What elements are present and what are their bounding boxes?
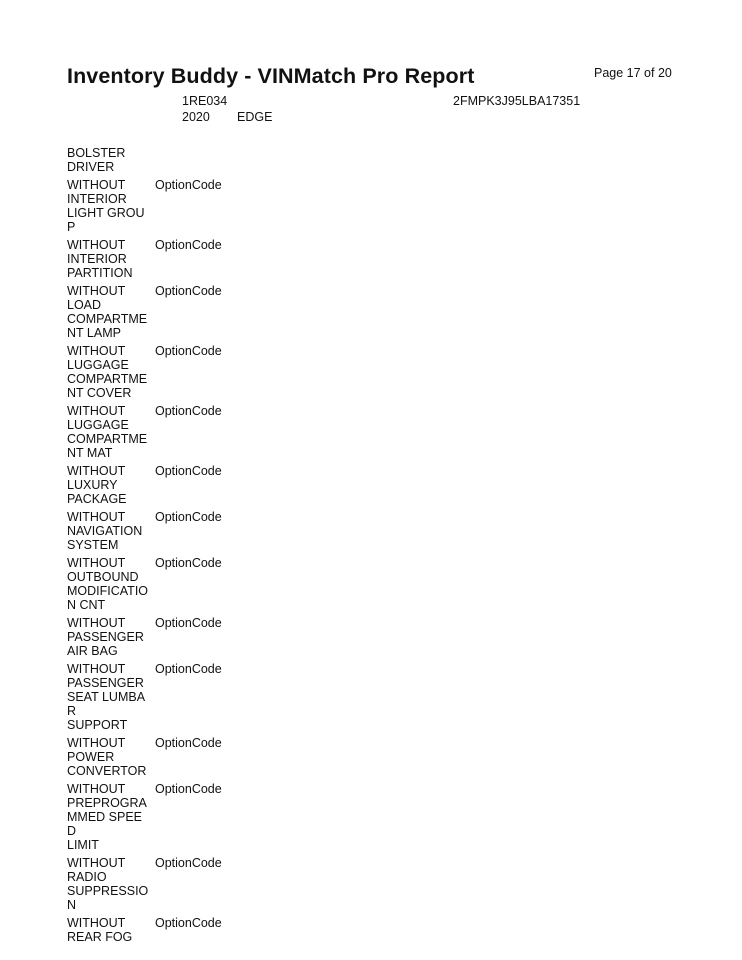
option-type: OptionCode — [155, 344, 222, 358]
option-name: WITHOUT LOAD COMPARTME NT LAMP — [67, 284, 148, 340]
option-type: OptionCode — [155, 616, 222, 630]
option-name: WITHOUT PASSENGER SEAT LUMBAR SUPPORT — [67, 662, 146, 732]
option-row — [67, 510, 267, 552]
option-name: WITHOUT LUXURY PACKAGE — [67, 464, 127, 506]
option-type: OptionCode — [155, 510, 222, 524]
option-row — [67, 916, 267, 944]
vin-number-value: 2FMPK3J95LBA17351 — [453, 94, 581, 108]
option-type: OptionCode — [155, 916, 222, 930]
option-row — [67, 178, 267, 234]
option-type: OptionCode — [155, 404, 222, 418]
option-name: WITHOUT PASSENGER AIR BAG — [67, 616, 144, 658]
report-title: Inventory Buddy - VINMatch Pro Report — [67, 64, 475, 88]
option-row — [67, 238, 267, 280]
option-name: WITHOUT LUGGAGE COMPARTME NT MAT — [67, 404, 148, 460]
option-type: OptionCode — [155, 662, 222, 676]
option-name: WITHOUT LUGGAGE COMPARTME NT COVER — [67, 344, 148, 400]
option-name: BOLSTER DRIVER — [67, 146, 126, 174]
option-name: WITHOUT INTERIOR PARTITION — [67, 238, 133, 280]
option-row — [67, 344, 267, 400]
option-name: WITHOUT REAR FOG — [67, 916, 133, 944]
option-type: OptionCode — [155, 464, 222, 478]
option-row — [67, 464, 267, 506]
option-type: OptionCode — [155, 284, 222, 298]
option-name: WITHOUT POWER CONVERTOR — [67, 736, 147, 778]
option-type: OptionCode — [155, 856, 222, 870]
option-type: OptionCode — [155, 782, 222, 796]
option-name: WITHOUT INTERIOR LIGHT GROUP — [67, 178, 145, 234]
option-row — [67, 284, 267, 340]
option-row — [67, 404, 267, 460]
option-row — [67, 782, 267, 852]
option-type: OptionCode — [155, 736, 222, 750]
option-name: WITHOUT RADIO SUPPRESSIO N — [67, 856, 149, 912]
option-row — [67, 616, 267, 658]
option-type: OptionCode — [155, 238, 222, 252]
stock-number-value: 1RE034 — [182, 94, 228, 108]
option-row — [67, 556, 267, 612]
option-row — [67, 146, 267, 174]
option-type: OptionCode — [155, 556, 222, 570]
option-row — [67, 856, 267, 912]
option-type: OptionCode — [155, 178, 222, 192]
option-name: WITHOUT OUTBOUND MODIFICATIO N CNT — [67, 556, 149, 612]
option-name: WITHOUT PREPROGRA MMED SPEED LIMIT — [67, 782, 147, 852]
year-value: 2020 — [182, 110, 210, 124]
page-number: Page 17 of 20 — [594, 66, 672, 80]
option-name: WITHOUT NAVIGATION SYSTEM — [67, 510, 143, 552]
option-row — [67, 736, 267, 778]
option-row — [67, 662, 267, 732]
options-list — [67, 146, 267, 948]
model-value: EDGE — [237, 110, 273, 124]
